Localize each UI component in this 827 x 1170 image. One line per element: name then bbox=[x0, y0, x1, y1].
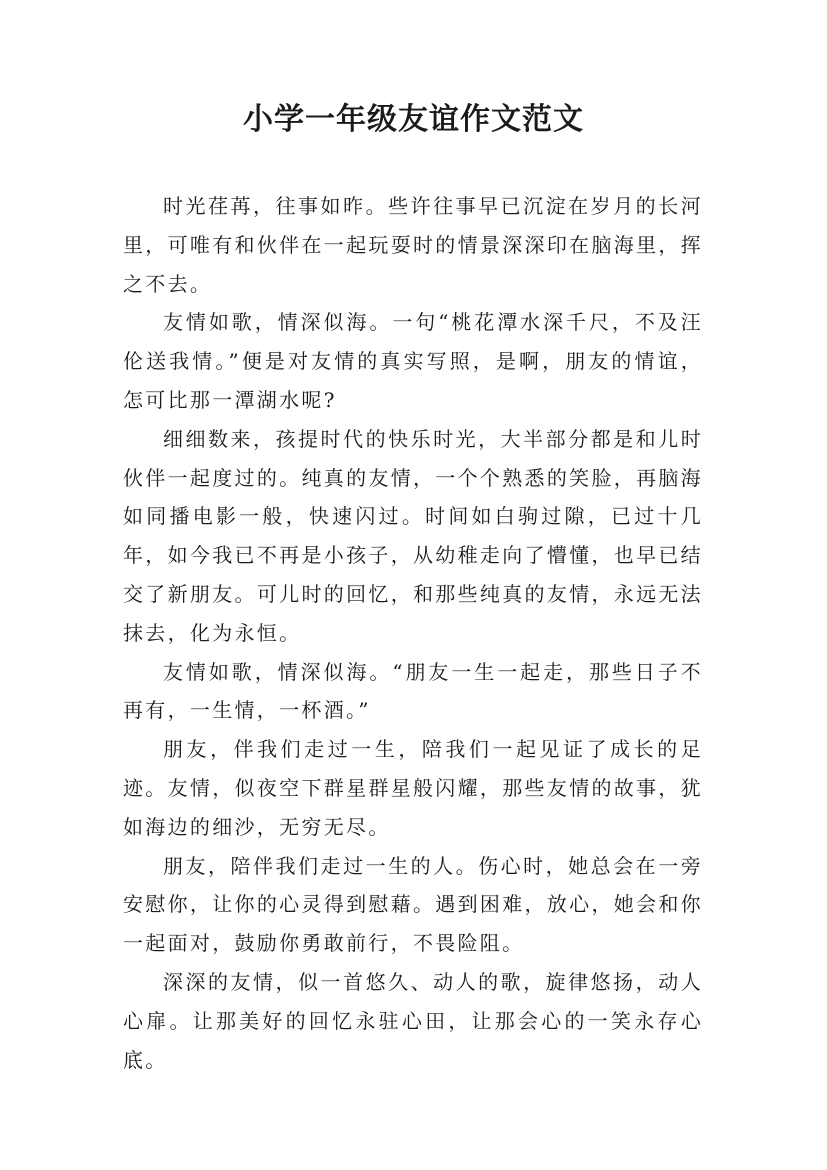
document-body bbox=[123, 187, 703, 1079]
paragraph-5: 朋友，伴我们走过一生，陪我们一起见证了成长的足迹。友情，似夜空下群星群星般闪耀，那些友情的故事，犹如海边的细沙，无穷无尽。 bbox=[123, 737, 703, 839]
document-title: 小学一年级友谊作文范文 bbox=[243, 102, 584, 137]
paragraph-1: 时光荏苒，往事如昨。些许往事早已沉淀在岁月的长河里，可唯有和伙伴在一起玩耍时的情景深深印在脑海里，挥之不去。 bbox=[123, 194, 703, 296]
paragraph-3: 细细数来，孩提时代的快乐时光，大半部分都是和儿时伙伴一起度过的。纯真的友情，一个个熟悉的笑脸，再脑海如同播电影一般，快速闪过。时间如白驹过隙，已过十几年，如今我已不再是小孩子，从幼稚走向了懵懂，也早已结交了新朋友。可儿时的回忆，和那些纯真的友情，永远无法抹去，化为永恒。 bbox=[123, 426, 703, 645]
paragraph-2: 友情如歌，情深似海。一句“桃花潭水深千尺，不及汪伦送我情。”便是对友情的真实写照，是啊，朋友的情谊，怎可比那一潭湖水呢? bbox=[123, 310, 703, 412]
paragraph-6: 朋友，陪伴我们走过一生的人。伤心时，她总会在一旁安慰你，让你的心灵得到慰藉。遇到困难，放心，她会和你一起面对，鼓励你勇敢前行，不畏险阻。 bbox=[123, 853, 703, 956]
paragraph-7: 深深的友情，似一首悠久、动人的歌，旋律悠扬，动人心扉。让那美好的回忆永驻心田，让那会心的一笑永存心底。 bbox=[123, 969, 703, 1072]
paragraph-4: 友情如歌，情深似海。“朋友一生一起走，那些日子不再有，一生情，一杯酒。” bbox=[123, 659, 703, 723]
